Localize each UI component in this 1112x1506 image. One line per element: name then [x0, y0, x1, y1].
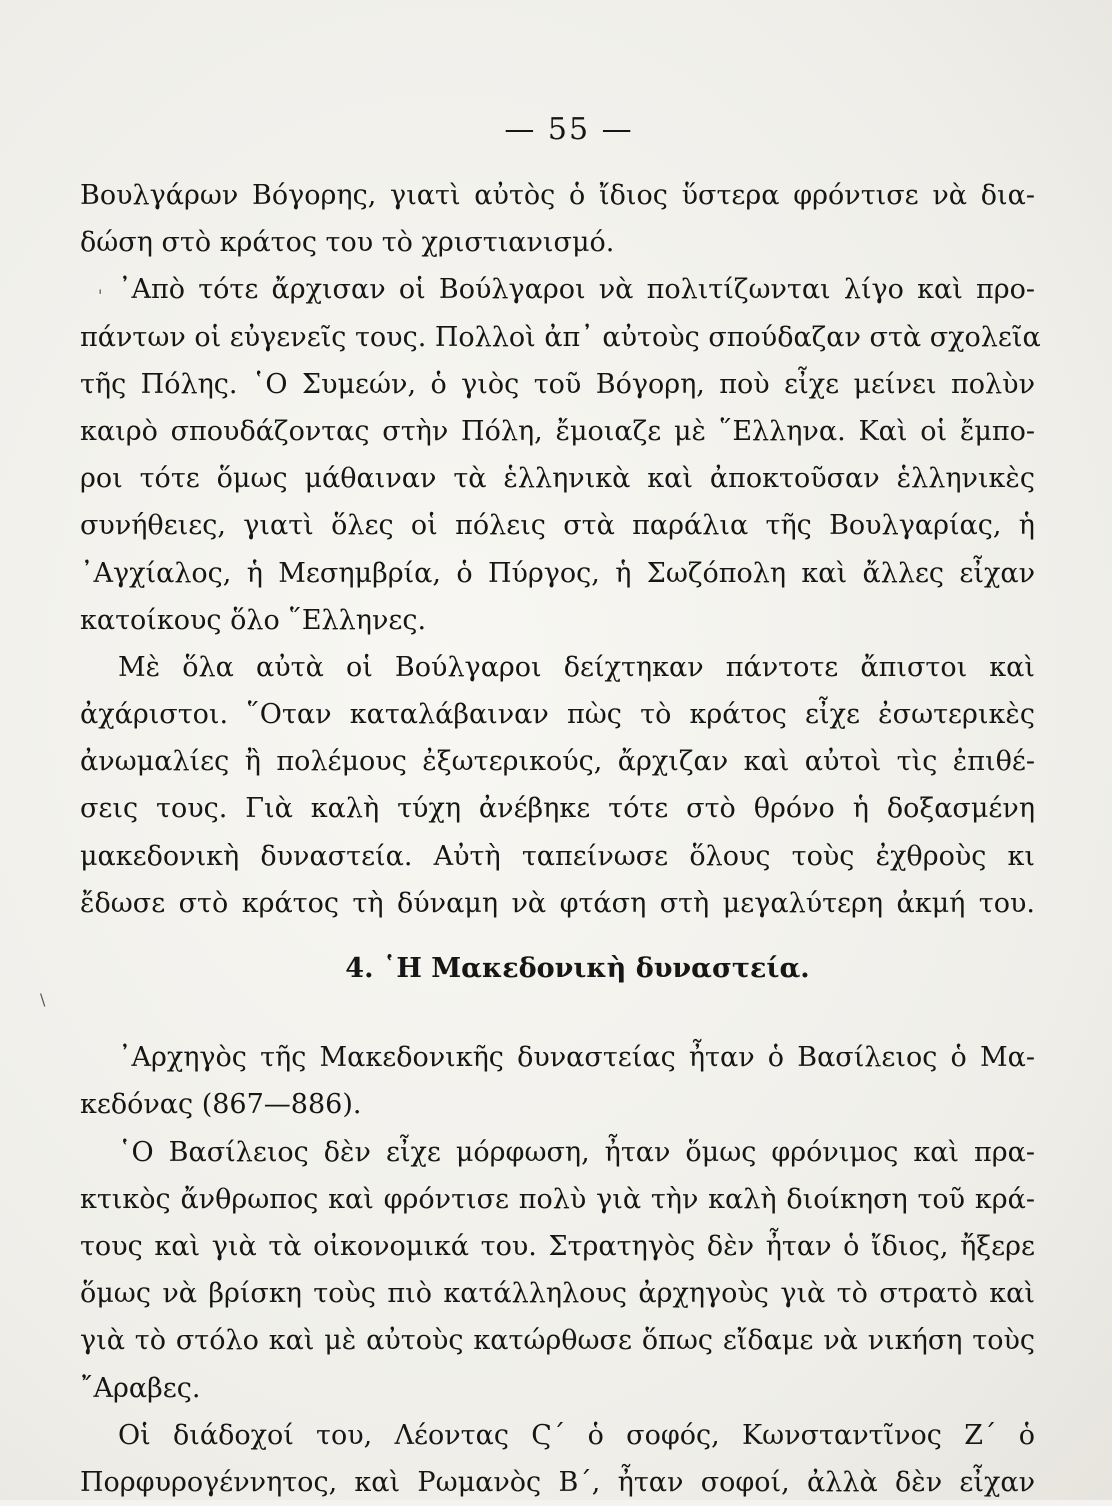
page-number: — 55 — [504, 112, 634, 147]
text-line: καιρὸ σπουδάζοντας στὴν Πόλη, ἔμοιαζε μὲ ῞Ελληνα. Καὶ οἱ ἔμπο- [80, 415, 1035, 447]
text-line: ᾿Αγχίαλος, ἡ Μεσημβρία, ὁ Πύργος, ἡ Σωζόπολη καὶ ἄλλες εἶχαν [80, 557, 1035, 589]
text-line: τῆς Πόλης. ῾Ο Συμεών, ὁ γιὸς τοῦ Βόγορη, ποὺ εἶχε μείνει πολὺν [80, 368, 1035, 400]
text-line: σεις τους. Γιὰ καλὴ τύχη ἀνέβηκε τότε στὸ θρόνο ἡ δοξασμένη [80, 793, 1035, 825]
text-line: δώση στὸ κράτος του τὸ χριστιανισμό. [80, 227, 615, 259]
margin-mark: \ [40, 990, 46, 1009]
text-line: ἀχάριστοι. ῞Οταν καταλάβαιναν πὼς τὸ κράτος εἶχε ἐσωτερικὲς [80, 699, 1035, 731]
text-line: γιὰ τὸ στόλο καὶ μὲ αὐτοὺς κατώρθωσε ὅπως εἴδαμε νὰ νικήση τοὺς [80, 1325, 1035, 1357]
text-line: κατοίκους ὅλο ῞Ελληνες. [80, 604, 427, 636]
text-line: ῎Αραβες. [80, 1372, 201, 1404]
text-line: ἀνωμαλίες ἢ πολέμους ἐξωτερικούς, ἄρχιζαν καὶ αὐτοὶ τὶς ἐπιθέ- [80, 746, 1035, 778]
text-line: ὅμως νὰ βρίσκη τοὺς πιὸ κατάλληλους ἀρχηγοὺς γιὰ τὸ στρατὸ καὶ [80, 1278, 1035, 1310]
text-line: ᾿Αρχηγὸς τῆς Μακεδονικῆς δυναστείας ἦταν ὁ Βασίλειος ὁ Μα- [118, 1042, 1035, 1074]
text-line: μακεδονικὴ δυναστεία. Αὐτὴ ταπείνωσε ὅλους τοὺς ἐχθροὺς κι [80, 840, 1035, 872]
text-line: Βουλγάρων Βόγορης, γιατὶ αὐτὸς ὁ ἴδιος ὕστερα φρόντισε νὰ δια- [80, 180, 1035, 211]
text-line: Οἱ διάδοχοί του, Λέοντας Ϛ΄ ὁ σοφός, Κωνσταντῖνος Ζ΄ ὁ [118, 1419, 1035, 1451]
margin-mark: ' [98, 286, 103, 305]
body-text [80, 172, 1041, 1506]
text-line: ροι τότε ὅμως μάθαιναν τὰ ἑλληνικὰ καὶ ἀποκτοῦσαν ἑλληνικὲς [80, 463, 1035, 495]
text-line: ἔδωσε στὸ κράτος τὴ δύναμη νὰ φτάση στὴ μεγαλύτερη ἀκμή του. [80, 887, 1035, 919]
text-line: Πορφυρογέννητος, καὶ Ρωμανὸς Β΄, ἦταν σοφοί, ἀλλὰ δὲν εἶχαν [80, 1466, 1035, 1498]
text-line: πάντων οἱ εὐγενεῖς τους. Πολλοὶ ἀπ᾿ αὐτοὺς σπούδαζαν στὰ σχολεῖα [80, 321, 1041, 353]
text-line: ᾿Απὸ τότε ἄρχισαν οἱ Βούλγαροι νὰ πολιτίζωνται λίγο καὶ προ- [118, 274, 1035, 306]
section-heading: 4. ῾Η Μακεδονικὴ δυναστεία. [345, 953, 810, 984]
text-line: συνήθειες, γιατὶ ὅλες οἱ πόλεις στὰ παράλια τῆς Βουλγαρίας, ἡ [80, 510, 1035, 542]
text-line: τους καὶ γιὰ τὰ οἰκονομικά του. Στρατηγὸς δὲν ἦταν ὁ ἴδιος, ἤξερε [80, 1230, 1035, 1262]
text-line: κτικὸς ἄνθρωπος καὶ φρόντισε πολὺ γιὰ τὴν καλὴ διοίκηση τοῦ κρά- [80, 1183, 1035, 1215]
text-line: ῾Ο Βασίλειος δὲν εἶχε μόρφωση, ἦταν ὅμως φρόνιμος καὶ πρα- [118, 1136, 1035, 1168]
text-line: κεδόνας (867—886). [80, 1089, 362, 1121]
text-line: Μὲ ὅλα αὐτὰ οἱ Βούλγαροι δείχτηκαν πάντοτε ἄπιστοι καὶ [118, 651, 1035, 683]
